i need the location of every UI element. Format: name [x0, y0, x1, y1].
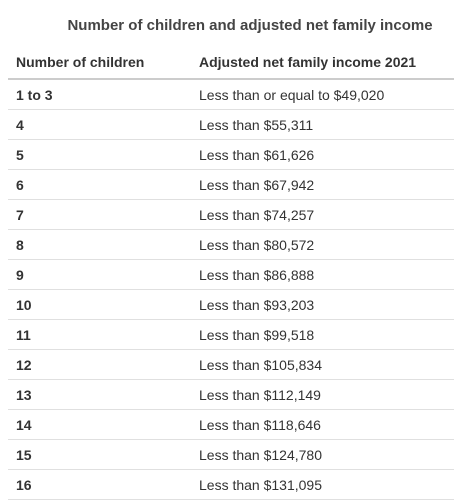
cell-income: Less than $86,888: [191, 260, 454, 290]
cell-income: Less than $67,942: [191, 170, 454, 200]
cell-children: 5: [8, 140, 191, 170]
header-adjusted-income: Adjusted net family income 2021: [191, 50, 454, 79]
table-row: [8, 470, 454, 500]
cell-children: 11: [8, 320, 191, 350]
cell-income: Less than $131,095: [191, 470, 454, 500]
cell-children: 13: [8, 380, 191, 410]
table-row: [8, 110, 454, 140]
cell-income: Less than $61,626: [191, 140, 454, 170]
table-row: [8, 290, 454, 320]
table-row: [8, 140, 454, 170]
income-table: [8, 50, 454, 500]
cell-income: Less than $124,780: [191, 440, 454, 470]
cell-children: 1 to 3: [8, 79, 191, 110]
table-row: [8, 170, 454, 200]
table-row: [8, 410, 454, 440]
cell-children: 4: [8, 110, 191, 140]
cell-children: 14: [8, 410, 191, 440]
table-row: [8, 320, 454, 350]
cell-children: 15: [8, 440, 191, 470]
cell-children: 10: [8, 290, 191, 320]
cell-income: Less than $112,149: [191, 380, 454, 410]
cell-children: 8: [8, 230, 191, 260]
cell-income: Less than or equal to $49,020: [191, 79, 454, 110]
cell-income: Less than $80,572: [191, 230, 454, 260]
cell-children: 7: [8, 200, 191, 230]
table-header: [8, 50, 454, 79]
cell-children: 12: [8, 350, 191, 380]
cell-children: 6: [8, 170, 191, 200]
cell-income: Less than $93,203: [191, 290, 454, 320]
table-body: [8, 79, 454, 500]
table-row: [8, 440, 454, 470]
table-row: [8, 230, 454, 260]
cell-income: Less than $118,646: [191, 410, 454, 440]
table-row: [8, 380, 454, 410]
header-row: [8, 50, 454, 79]
cell-income: Less than $99,518: [191, 320, 454, 350]
table-title: Number of children and adjusted net family income: [67, 17, 433, 34]
table-row: [8, 79, 454, 110]
table-row: [8, 350, 454, 380]
cell-children: 16: [8, 470, 191, 500]
table-row: [8, 260, 454, 290]
cell-children: 9: [8, 260, 191, 290]
table-row: [8, 200, 454, 230]
cell-income: Less than $74,257: [191, 200, 454, 230]
cell-income: Less than $55,311: [191, 110, 454, 140]
cell-income: Less than $105,834: [191, 350, 454, 380]
header-number-of-children: Number of children: [8, 50, 191, 79]
